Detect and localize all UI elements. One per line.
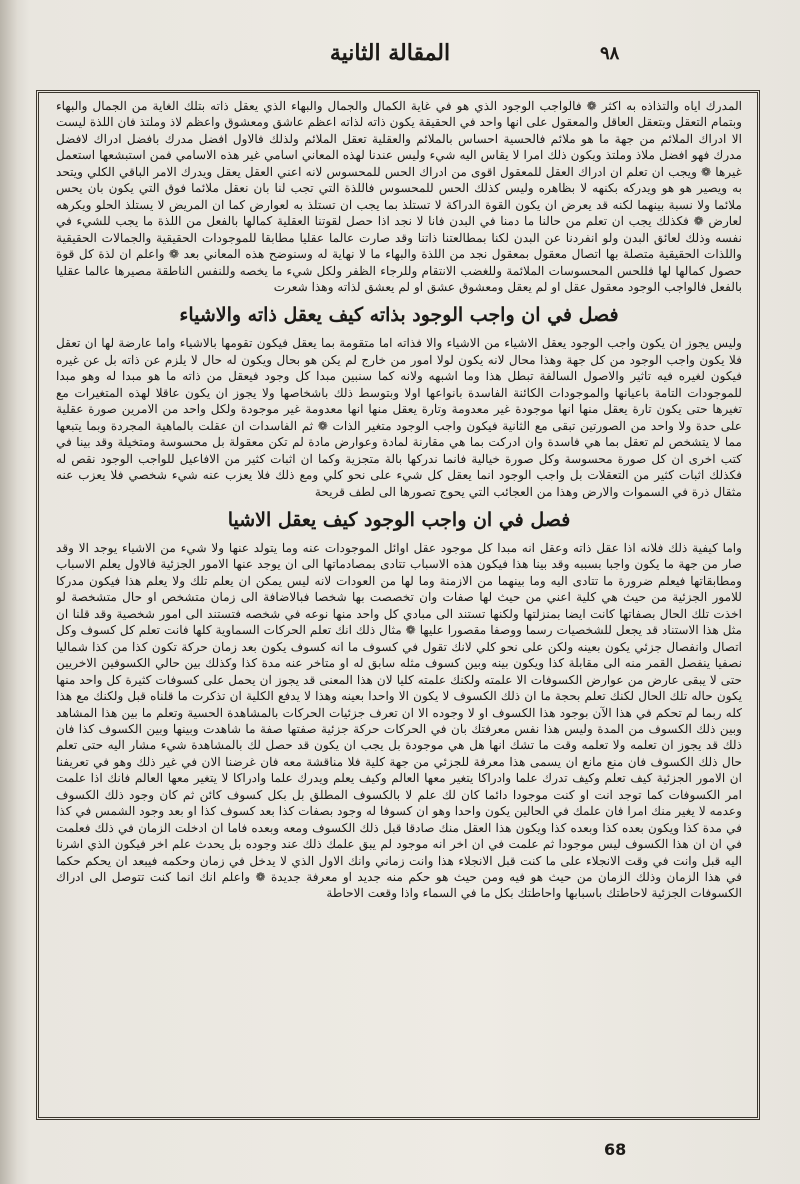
running-header bbox=[0, 40, 800, 76]
page-number-bottom: 68 bbox=[604, 1140, 627, 1159]
main-text bbox=[56, 98, 742, 1113]
paragraph: وليس يجوز ان يكون واجب الوجود يعقل الاشياء من الاشياء والا فذاته اما متقومة بما يعقل فيكون تقومها بالاشياء واما عارضة لها ان تعقل فلا يكون واجب الوجود من كل جهة وهذا محال لانه يكون لولا امور من خارج لم يكن هو بحال ويكون له حال لا يلزم عن ذاته بل عن غيره فيكون لغيره فيه تاثير والاصول السالفة تبطل هذا وما اشبهه ولانه كما سنبين مبدا كل وجود فيعقل من ذاته ما هو مبدا له وهو مبدا للموجودات التامة باعيانها والموجودات الكائنة الفاسدة بانواعها اولا وبتوسط ذلك باشخاصها ولا يجوز ان يكون عاقلا لهذه المتغيرات مع تغيرها حتى يكون تارة يعقل منها انها موجودة غير معدومة وتارة يعقل منها انها معدومة غير موجودة ولكل واحد من الامرين صورة عقلية على حدة ولا واحد من الصورتين تبقى مع الثانية فيكون واجب الوجود متغير الذات ❁ ثم الفاسدات ان عقلت بالماهية المجردة وبما يتبعها مما لا يتشخص لم تعقل بما هي فاسدة وان ادركت بما هي مقارنة لمادة وعوارض مادة لم تكن معقولة بل محسوسة ومتخيلة وقد بينا في كتب اخرى ان كل صورة محسوسة وكل صورة خيالية فانما ندركها بالة متجزية وكما ان اثبات كثير من الافاعيل للواجب الوجود نقص له فكذلك اثبات كثير من التعقلات بل واجب الوجود انما يعقل كل شيء على نحو كلي ومع ذلك فلا يعزب عنه شيء شخصي فلا يعزب عنه مثقال ذرة في السموات والارض وهذا من العجائب التي يحوج تصورها الى لطف قريحة bbox=[56, 336, 742, 499]
paragraph: المدرك اياه والتذاذه به اكثر ❁ فالواجب الوجود الذي هو في غاية الكمال والجمال والبهاء الذي يعقل ذاته بتلك الغاية من الجمال والبهاء وبتمام التعقل وبتعقل العاقل والمعقول على انها واحد في الحقيقة يكون ذاته لذاته اعظم عاشق ومعشوق واعظم لاذ وملتذ فان اللذة ليست الا ادراك الملائم من جهة ما هو ملائم فالحسية احساس بالملائم والعقلية تعقل الملائم ولذلك فالاول افضل مدرك بافضل ادراك لافضل مدرك فهو افضل ملاذ وملتذ ويكون ذلك امرا لا يقاس اليه شيء وليس عندنا لهذه المعاني اسامي غير هذه الاسامي فمن استبشعها استعمل غيرها ❁ ويجب ان تعلم ان ادراك العقل للمعقول اقوى من ادراك الحس للمحسوس لانه اعني العقل يعقل ويدرك الامر الباقي الكلي ويتحد به ويصير هو هو ويدركه بكنهه لا بظاهره وليس كذلك الحس للمحسوس فاللذة التي تجب لنا بان نعقل ملائما فوق التي يكون بان يحس ملائما ولا نسبة بينهما لكنه قد يعرض ان يكون القوة الدراكة لا تستلذ بما يجب ان تستلذ به لعوارض كما ان المريض لا يستلذ الحلو ويكرهه لعارض ❁ فكذلك يجب ان تعلم من حالنا ما دمنا في البدن فانا لا نجد اذا حصل لقوتنا العقلية كمالها بالفعل من اللذة ما يجب للشيء في نفسه وذلك لعائق البدن ولو انفردنا عن البدن لكنا بمطالعتنا ذاتنا وقد صارت عالما عقليا مطابقا للموجودات الحقيقية والجمالات الحقيقية واللذات الحقيقية متصلة بها اتصال معقول بمعقول نجد من اللذة والبهاء ما لا نهاية له وسنوضح هذه المعاني بعد ❁ واعلم ان لذة كل قوة حصول كمالها لها فللحس المحسوسات الملائمة وللغضب الانتقام وللرجاء الظفر ولكل شيء ما يخصه وللنفس الناطقة مصيرها عالما عقليا بالفعل فالواجب الوجود معقول عقل او لم يعقل ومعشوق عشق او لم يعشق لذاته وهذا شعرت bbox=[56, 99, 742, 294]
section-heading: فصل في ان واجب الوجود بذاته كيف يعقل ذاته والاشياء bbox=[179, 304, 619, 327]
binding-shadow bbox=[0, 0, 18, 1184]
running-title: المقالة الثانية bbox=[329, 40, 451, 66]
section-heading: فصل في ان واجب الوجود كيف يعقل الاشيا bbox=[227, 508, 571, 531]
page-number-top: ٩٨ bbox=[600, 43, 620, 64]
paragraph: واما كيفية ذلك فلانه اذا عقل ذاته وعقل انه مبدا كل موجود عقل اوائل الموجودات عنه وما يتولد عنها ولا شيء من الاشياء يوجد الا وقد صار من جهة ما يكون واجبا بسببه وقد بينا هذا فيكون هذه الاسباب تتادى بمصادماتها الى ان يوجد عنها الامور الجزئية فالاول يعلم الاسباب ومطابقاتها فيعلم ضرورة ما تتادى اليه وما بينهما من الازمنة وما لها من العودات لانه ليس يمكن ان يعلم تلك ولا يعلم هذا فيكون مدركا للامور الجزئية من حيث هي كلية اعني من حيث لها صفات وان تخصصت بها شخصا فبالاضافة الى زمان متشخص او حال متشخصة لو اخذت تلك الحال بصفاتها كانت ايضا بمنزلتها ولكنها تستند الى مبادي كل واحد منها نوعه في شخصه فتستند الى امور شخصية وقد قلنا ان مثل هذا الاستناد قد يجعل للشخصيات رسما ووصفا مقصورا عليها ❁ مثال ذلك انك تعلم الحركات السماوية كلها فانت تعلم كل كسوف وكل اتصال وانفصال جزئي يكون بعينه ولكن على نحو كلي لانك تقول في كسوف ما انه كسوف يكون بعد زمان حركة تكون كذا من كذا شماليا نصفيا ينفصل القمر منه الى مقابلة كذا ويكون بينه وبين كسوف مثله سابق له او متاخر عنه مدة كذا وكذلك بين حالي الكسوفين الاخريين حتى لا يبقى عارض من عوارض الكسوفات الا علمته ولكنك علمته كليا لان هذا المعنى قد يجوز ان يحمل على كسوفات كثيرة كل واحد منها يكون حاله تلك الحال لكنك تعلم بحجة ما ان ذلك الكسوف لا يكون الا واحدا بعينه وهذا لا يدفع الكلية ان تذكرت ما قلناه قبل ولكنك مع هذا كله ربما لم تحكم في هذا الآن بوجود هذا الكسوف او لا وجوده الا ان تعرف جزئيات الحركات بالمشاهدة الحسية وتعلم ما بين هذا المشاهد وبين ذلك الكسوف من المدة وليس هذا نفس معرفتك بان في الحركات حركة جزئية صفتها صفة ما شاهدت وبينها وبين الكسوف كذا فان ذلك قد يجوز ان تعلمه ولا تعلمه وقت ما تشك انها هل هي موجودة بل يجب ان يكون قد حصل لك بالمشاهدة شيء مشار اليه حتى تعلم حال ذلك الكسوف فان منع مانع ان يسمى هذا معرفة للجزئي من جهة كلية فلا مناقشة معه فان غرضنا الان في غير ذلك وهو في تعريفنا ان الامور الجزئية كيف تعلم وكيف تدرك علما وادراكا يتغير معها العالم وكيف يعلم ويدرك علما وادراكا لا يتغير معها العالم فانك اذا علمت امر الكسوفات كما توجد انت او كنت موجودا دائما كان لك علم لا بالكسوف المطلق بل بكل كسوف كائن ثم كان وجود ذلك الكسوف وعدمه لا يغير منك امرا فان علمك في الحالين يكون واحدا وهو ان كسوفا له وجود بصفات كذا بعد كسوف كذا او بعد وجود الشمس في كذا في مدة كذا ويكون بعده كذا وبعده كذا ويكون هذا العقل منك صادقا قبل ذلك الكسوف ومعه وبعده فاما ان ادخلت الزمان في ذلك فعلمت في ان ان هذا الكسوف ليس موجودا ثم علمت في ان اخر انه موجود لم يبق علمك ذلك عند وجوده بل يحدث علم اخر فيكون الذي اشرنا اليه قبل وانت في وقت الانجلاء على ما كنت قبل الانجلاء هذا وانت زماني وانك الاول الذي لا يدخل في زمان وحكمه فيبعد ان يحكم حكما في هذا الزمان وذلك الزمان من حيث هو فيه ومن حيث هو حكم منه جديد او معرفة جديدة ❁ واعلم انك انما كنت تتوصل الى ادراك الكسوفات الجزئية لاحاطتك باسبابها واحاطتك بكل ما في السماء واذا وقعت الاحاطة bbox=[56, 540, 742, 901]
